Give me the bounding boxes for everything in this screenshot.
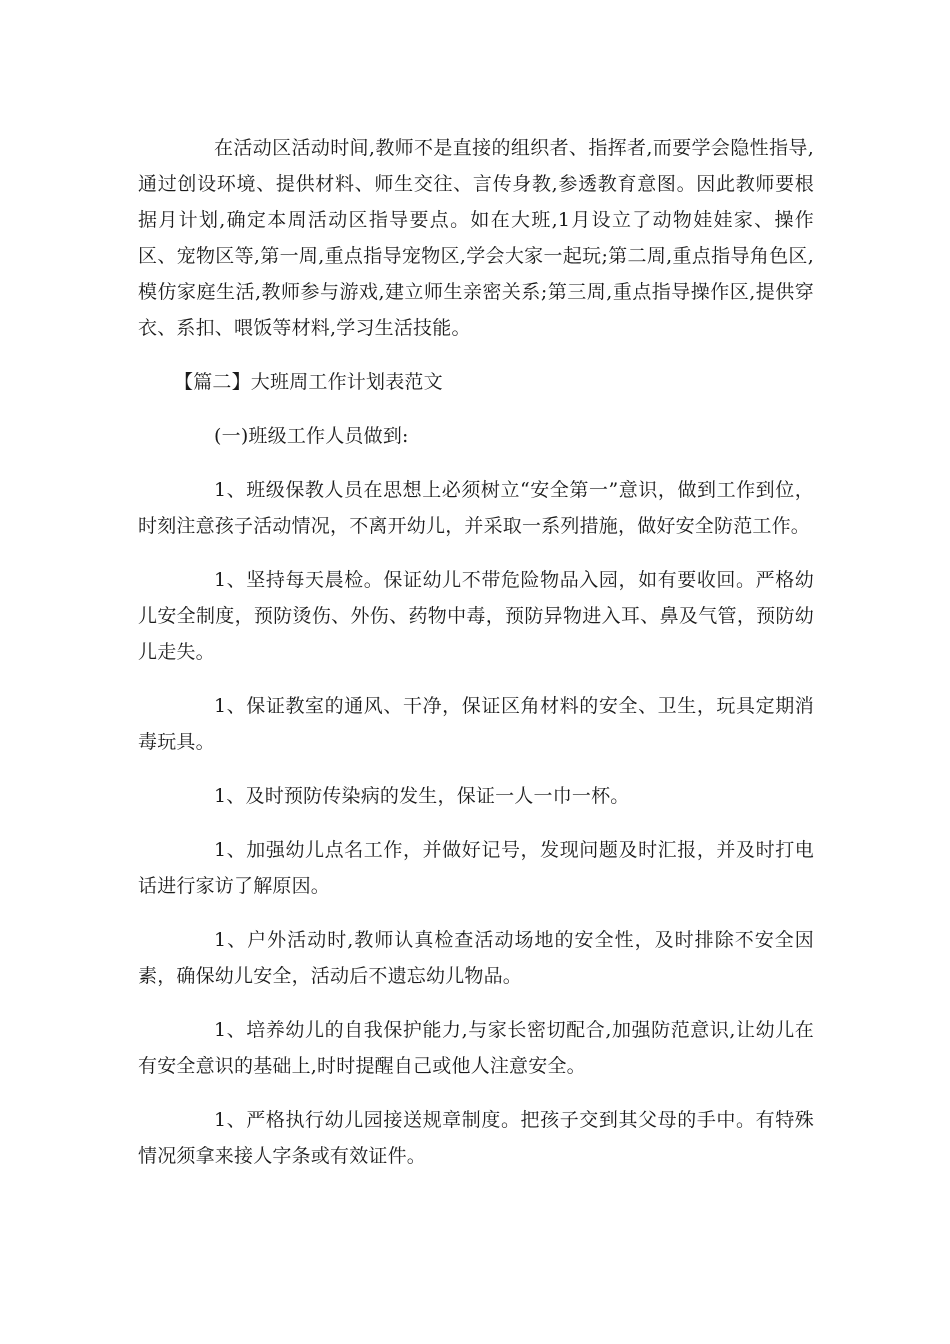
list-item-roll-call: 1、加强幼儿点名工作，并做好记号，发现问题及时汇报，并及时打电话进行家访了解原因。 [138,839,814,897]
list-item-pickup-rules: 1、严格执行幼儿园接送规章制度。把孩子交到其父母的手中。有特殊情况须拿来接人字条或有效证件。 [138,1109,814,1167]
list-item-disease-prevention: 1、及时预防传染病的发生，保证一人一巾一杯。 [214,785,630,807]
list-item-classroom-hygiene: 1、保证教室的通风、干净，保证区角材料的安全、卫生，玩具定期消毒玩具。 [138,695,814,753]
subsection-heading-staff: (一)班级工作人员做到: [214,425,409,447]
paragraph-activity-area-guidance: 在活动区活动时间,教师不是直接的组织者、指挥者,而要学会隐性指导,通过创设环境、提供材料、师生交往、言传身教,参透教育意图。因此教师要根据月计划,确定本周活动区指导要点。如在大班,1月设立了动物娃娃家、操作区、宠物区等,第一周,重点指导宠物区,学会大家一起玩;第二周,重点指导角色区,模仿家庭生活,教师参与游戏,建立师生亲密关系;第三周,重点指导操作区,提供穿衣、系扣、喂饭等材料,学习生活技能。 [138,137,814,339]
list-item-self-protection: 1、培养幼儿的自我保护能力,与家长密切配合,加强防范意识,让幼儿在有安全意识的基础上,时时提醒自己或他人注意安全。 [138,1019,814,1077]
section-heading-part-two: 【篇二】大班周工作计划表范文 [174,371,443,393]
list-item-outdoor-activity: 1、户外活动时,教师认真检查活动场地的安全性，及时排除不安全因素，确保幼儿安全，活动后不遗忘幼儿物品。 [138,929,814,987]
document-body [138,130,814,1192]
list-item-safety-awareness: 1、班级保教人员在思想上必须树立“安全第一”意识，做到工作到位，时刻注意孩子活动情况，不离开幼儿，并采取一系列措施，做好安全防范工作。 [138,479,814,537]
list-item-morning-check: 1、坚持每天晨检。保证幼儿不带危险物品入园，如有要收回。严格幼儿安全制度，预防烫伤、外伤、药物中毒，预防异物进入耳、鼻及气管，预防幼儿走失。 [138,569,814,663]
